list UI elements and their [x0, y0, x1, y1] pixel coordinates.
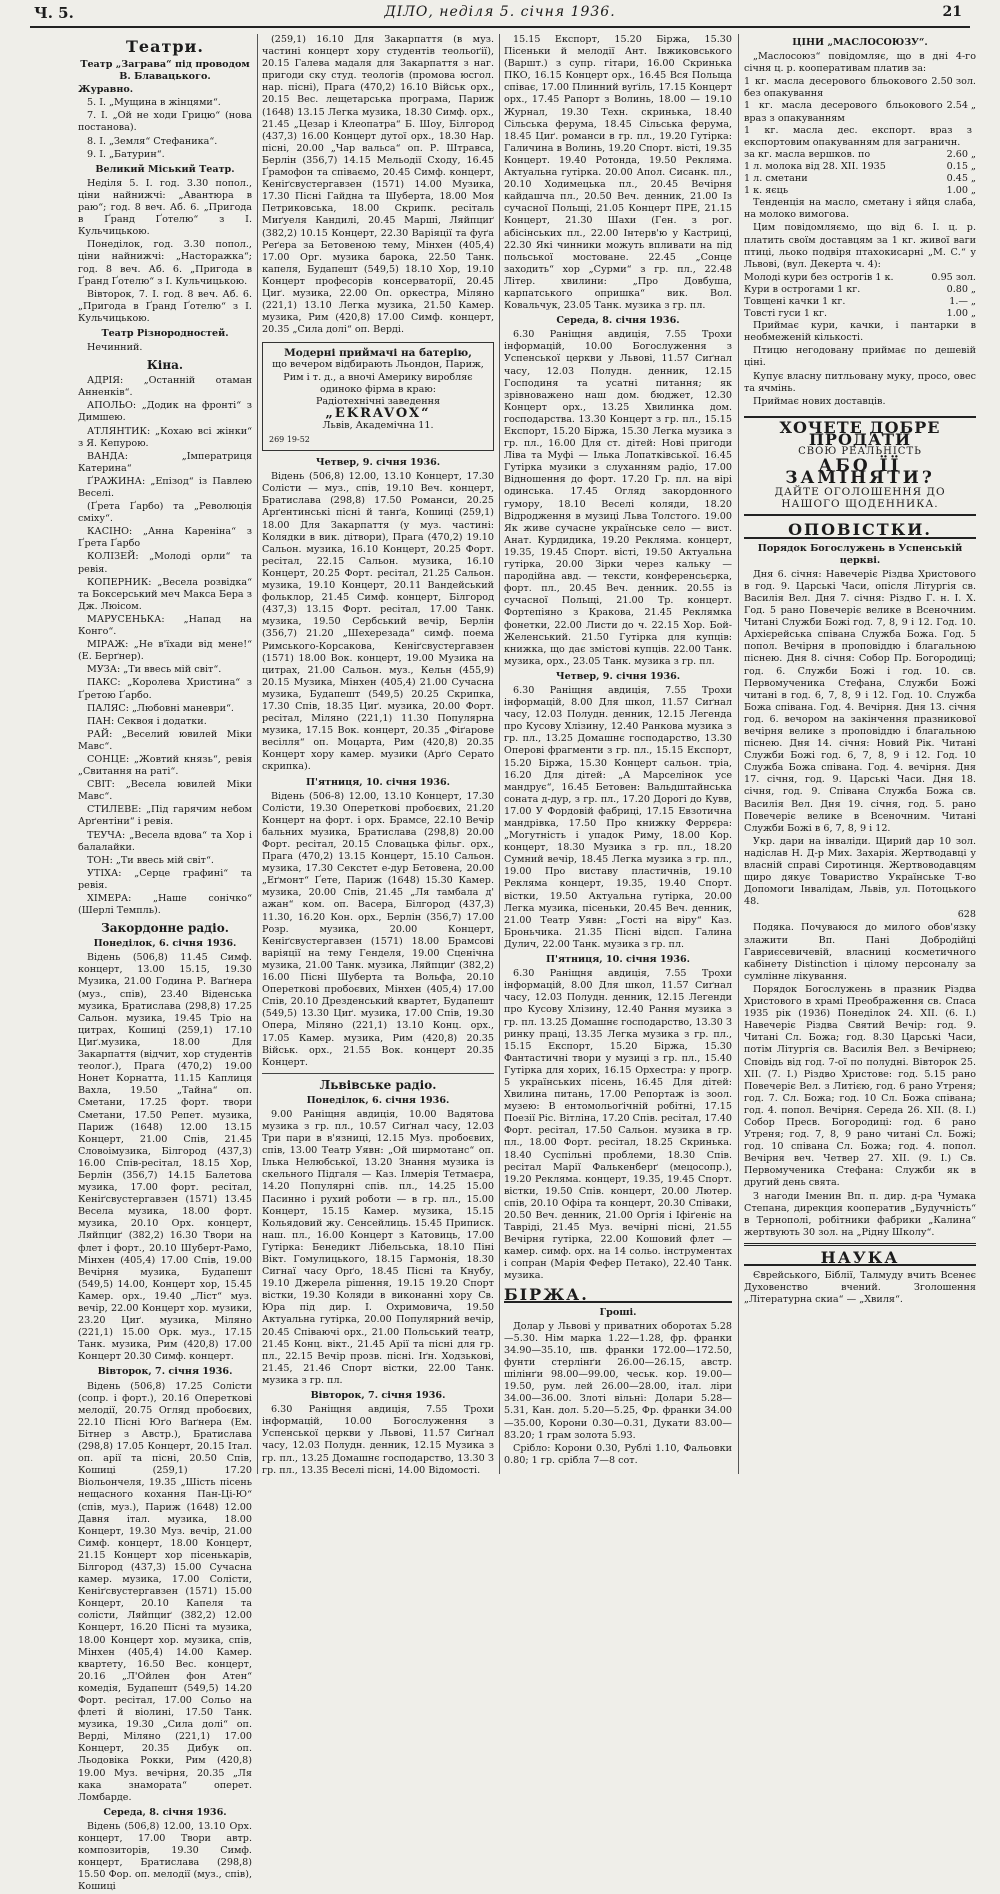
- radio-program: 9.00 Раніщня авдиція, 10.00 Вадятова музика з гр. пл., 10.57 Сиґнал часу, 12.03 Три пари в в'язниці, 12.15 Муз. пробоєвих, спів, 13.00 Театр Уявн: „Ой ширмотанс“ оп. Ілька Нелюбської, 13.20 Знання музика із скельного Підгаля — Каз. Ілмерія Тетмаєра, 14.20 Популярні спів. пл., 14.25 15.00 Пасинно і рухий роботи — в гр. пл., 15.00 Концерт, 15.15 Камер. музика, 15.15 Кольядовий жу. Сенсейлиць. 15.45 Приписк. наш. пл., 16.00 Концерт з Катовиць, 17.00 Гутірка: Бенедикт Лібельська, 18.10 Піні Вікт. Гомулицького, 18.15 Гармонія, 18.30 Сигнаї часу Орґо, 18.45 Пісні та Кнубу, 19.10 Джерела рішення, 19.15 19.20 Спорт вістки, 19.30 Коляди в виконанні хору Св. Юра під дир. І. Охримовича, 19.50 Актуальна гутірка, 20.00 Популярний вечір, 20.45 Співаючі орх., 21.00 Польський театр, 21.45 Конц. вікт., 21.45 Арії та пісні для гр. пл., 22.15 Вечір прозв. пісні. Іґн. Ходзькові, 21.45, 21.46 Спорт вістки, 22.00 Танк. музика з гр. пл.: [262, 1108, 494, 1386]
- price-row: [744, 161, 976, 173]
- cinema-listing: МАРУСЕНЬКА: „Напад на Конго“.: [78, 613, 252, 638]
- ad-firm: Радіотехнічні заведення: [315, 395, 441, 407]
- radio-program: Відень (506,8) 11.45 Симф. концерт, 13.00 15.15, 19.30 Музика, 21.00 Година Р. Ваґнера (муз., спів), 23.40 Віденська музика, Братислава (298,8) 17.25 Сальон. музика, 19.45 Тріо на цитрах, Кошиці (259,1) 17.10 Циґ.музика, 18.00 Для Закарпаття (відчит, хор студентів теолоґ.), Прага (470,2) 19.00 Нонет Корнатта, 11.15 Каплиця Вахла, 19.50 „Тайна“ оп. Сметани, 17.25 форт. твори Сметани, 17.50 Репет. музика, Париж (1648) 12.00 13.15 Концерт, 21.00 Спів, 21.45 Словоімузика, Білгород (437,3) 16.00 Спів-ресітал, 18.15 Хор, Берлін (356,7) 14.15 Балетова музика, 17.00 форт. ресітал, Кеніґсвустергавзен (1571) 13.45 Весела музика, 18.00 форт. музика, 20.10 Орх. концерт, Ляйпциґ (382,2) 16.30 Твори на флет і форт., 20.10 Шуберт-Рамо, Мінхен (405,4) 17.00 Спів, 19.00 Вечірня музика, Будапешт (549,5) 14.00, Концерт хор, 15.45 Камер. орх., 19.40 „Ліст“ муз. вечір, 22.00 Концерт хор. музики, 23.20 Циґ. музика, Міляно (221,1) 15.00 Орк. муз., 17.15 Танк. музика, Рим (420,8) 17.00 Концерт 20.30 Симф. концерт.: [78, 952, 252, 1363]
- money-heading: Гроші.: [599, 1306, 637, 1318]
- price-row: [744, 185, 976, 197]
- zagrava-item: 7. I. „Ой не ходи Грицю“ (нова постанова).: [78, 110, 252, 134]
- cinema-heading: Кіна.: [146, 358, 184, 373]
- price-row: [744, 100, 976, 124]
- feast-service-text: Порядок Богослужень в празник Різдва Христового в храмі Преображення св. Спаса 1935 рік (1936) Понеділок 24. XII. (6. I.) Навечеріє Різдва Святий Вечір: год. 9. Читані Сл. Божа; год. 8.30 Царські Часи, потім Літургія св. Василія Вел. з Вечірнею; Сповідь від год. 7-ої по полудні. Вівторок 25. XII. (7. I.) Різдво Христове: год. 5.15 рано Повечеріє Вел. з Литією, год. 6 рано Утреня; год. 7. Сл. Божа; год. 10 Сл. Божа співана; год. 4. попол. Вечірня. Середа 26. XII. (8. I.) Собор Пресв. Богородиці: год. 6 рано Утреня; год. 7, 8, 9 рано читані Сл. Божі; год. 10 співана Сл. Божа; год. 4. попол. Вечірня веч. Четвер 27. XII. (9. I.) Св. Первомученика Стефана: Служби як в другий день свята.: [744, 983, 976, 1189]
- ad-line: АБО ЇЇ ЗАМІНЯТИ?: [785, 456, 935, 489]
- nameday-notice: З нагоди Іменин Вп. п. дир. д-ра Чумака Степана, дирекция кооператив „Будучність“ в Тернополі, робітники фабрики „Калина“ жертвують 30 зол. на „Рідну Школу“.: [744, 1190, 976, 1238]
- day-heading: Понеділок, 6. січня 1936.: [93, 938, 237, 950]
- poultry-note: Приймає кури, качки, і пантарки в необмеженій кількості.: [744, 320, 976, 344]
- exchange-heading: БІРЖА.: [504, 1289, 732, 1303]
- masthead-date: ДІЛО, неділя 5. січня 1936.: [384, 4, 616, 20]
- price-label: 1 л. сметани: [744, 173, 808, 185]
- price-list: [744, 76, 976, 197]
- zagrava-item: 8. I. „Земля“ Стефаника“.: [87, 135, 218, 147]
- ad-line: ДАЙТЕ ОГОЛОШЕННЯ ДО НАШОГО ЩОДЕННИКА.: [774, 486, 946, 511]
- price-row: [744, 284, 976, 296]
- column-1: [78, 34, 252, 1893]
- price-row: [744, 296, 976, 308]
- day-heading: П'ятниця, 10. січня 1936.: [545, 954, 691, 966]
- donation-ref: 628: [957, 909, 976, 921]
- zhuravno-label: Журавно.: [78, 84, 134, 96]
- price-value: 0.15 „: [946, 160, 976, 172]
- exchange-rates: Долар у Львові у приватних оборотах 5.28—5.30. Нім марка 1.22—1.28, фр. франки 34.90—35.10, шв. франки 172.00—172.50, фунти стерлінґи 26.00—26.15, австр. шілінґи 98.00—99.00, чеськ. кор. 19.00—19.50, рум. лей 26.00—28.00, італ. ліри 34.00—36.00. Злоті вільні: Долари 5.28—5.31, Кан. дол. 5.20—5.25, Фр. франки 34.00—35.00, Корони 0.30—0.31, Дукати 83.00—83.20; 1 грам золота 5.93.: [504, 1320, 732, 1441]
- ad-title: Модерні приймачі на батерію,: [284, 347, 472, 360]
- price-label: Кури в острогами 1 кг.: [744, 283, 861, 295]
- price-value: 2.54 „: [946, 100, 976, 112]
- radio-program: 6.30 Раніщня авдиція, 7.55 Трохи інформацій, 10.00 Богослуження з Успенської церкви у Львові, 11.57 Сиґнал часу, 12.03 Полудн. денник, 12.15 Господиня та усатні питання; як зрівноважено наш дом. бюджет, 12.30 Концерт орх., 13.25 Хвилинка дом. господарства. 13.30 Концерт з гр. пл., 15.15 Експорт, 15.20 Біржа, 15.30 Легка музика з гр. пл., 16.00 Для ст. дітей: Нові пригоди Ліва та Муфі — Ілька Лопатківської. 16.45 Гутірка музики з слуханням радіо, 17.00 Відношення до форт. 17.20 Гр. пл. на вірі одинська. 17.45 Огляд закордонного гумору, 18.10 Веселі коляди, 18.20 Відродження в музиці Льва Толстого. 19.00 Як живе сучасне українське село — вист. Анат. Курдидика, 19.20 Рекляма. концерт, 19.35, 19.45 Спорт. вісті, 19.50 Актуальна гутірка, 20.00 Зірки через кальку — пародійна авд. — тексти, конференсьєрка, форт. пл., 20.45 Веч. денник. 20.55 із сучасної Польщі, 21.00 Тр. концерт. Фортепіяно з Кракова, 21.45 Реклямка фонетки, 22.00 Листи до ч. 22.15 Хор. Бой-Желенський. 21.50 Гутірка для купців: книжка, що дає змістові купців. 22.00 Танк. музика, орх., 23.05 Танк. музика з гр. пл.: [504, 329, 732, 667]
- day-heading: П'ятниця, 10. січня 1936.: [305, 776, 451, 788]
- cinema-listing: ТЕУЧА: „Весела вдова“ та Хор і балалайки.: [78, 829, 252, 853]
- radio-program: Відень (506,8) 17.25 Солісти (сопр. і форт.), 20.16 Оперетковi мелодії, 20.75 Огляд пробоєвих, 22.10 Пісні Юґо Ваґнера (Ем. Бітнер з Австр.), Братислава (298,8) 17.05 Концерт, 20.15 Італ. оп. арії та пісні, 20.50 Спів, Кошиці (259,1) 17.20 Віольончеля, 19.35 „Шість пісень нещасного кохання Пан-Ці-Ю“ (спів, муз.), Париж (1648) 12.00 Давня італ. музика, 18.00 Концерт, 19.30 Муз. вечір, 21.00 Симф. концерт, 18.00 Концерт, 21.15 Концерт хор пісенькарів, Білгород (437,3) 15.00 Сучасна камер. музика, 17.00 Солісти, Кеніґсвустергавзен (1571) 15.00 Концерт, 20.10 Капеля та солісти, Ляйпциґ (382,2) 12.00 Концерт, 16.20 Пісні та музика, 18.00 Концерт хор. музика, спів, Мінхен (405,4) 14.00 Камер. квартету, 16.50 Вес. концерт, 20.16 „Л'Ойлен фон Атен“ комедія, Будапешт (549,5) 14.20 Форт. ресітал, 17.00 Сольо на флеті й віолині, 17.50 Танк. музика, 19.30 „Сила долі“ оп. Верді, Міляно (221,1) 17.00 Концерт, 20.35 Дибук оп. Льодовіка Рокки, Рим (420,8) 19.00 Муз. вечірня, 20.35 „Ля кака знамората“ оперет. Ломбарде.: [78, 1380, 252, 1803]
- grand-theatre-text: Неділя 5. I. год. 3.30 попол., ціни найнижчі: „Авантюра в раю“; год. 8 веч. Аб. 6. „Пригода в Ґранд Ґотелю“ з І. Кульчицькою.: [78, 177, 252, 238]
- cinema-listing: ПАН: Секвоя і додатки.: [87, 715, 207, 727]
- theatres-heading: Театри.: [126, 37, 204, 56]
- cinema-listing: МІРАЖ: „Не в'їхади від мене!“ (Е. Берґнер).: [78, 639, 252, 663]
- cinema-listing: ПАКС: „Королева Христина“ з Ґретою Ґарбо.: [78, 677, 252, 701]
- cinema-listing: АТЛЯНТИК: „Кохаю всі жінки“ з Я. Кепурою.: [78, 425, 252, 449]
- ad-line: ХОЧЕТЕ ДОБРЕ ПРОДАТИ: [779, 417, 941, 449]
- price-label: 1 кг. масла десерового бльокового враз з опакуванням: [744, 100, 943, 124]
- radio-program: 6.30 Раніщня авдиція, 7.55 Трохи інформацій, 10.00 Богослуження з Успенської церкви у Львові, 11.57 Сиґнал часу, 12.03 Полудн. денник, 12.15 Музика з гр. пл., 13.25 Домашнє господарство, 13.30 З гр. пл., 13.35 Веселі пісні, 14.00 Відомості.: [262, 1404, 494, 1476]
- price-label: Молоді кури без острогів 1 к.: [744, 271, 894, 283]
- radio-program: 15.15 Експорт, 15.20 Біржа, 15.30 Пісеньки й мелодії Ант. Івжиковського (Варшт.) з супр. гітари, 16.00 Скринька ПКО, 16.15 Концерт орх., 16.45 Вся Польща співає, 17.00 Плинний вуґіль, 17.15 Концерт орх., 17.45 Рапорт з Волинь, 18.00 — 19.10 Журнал, 19.30 Техн. скринька, 18.40 Сільська ферума, 18.45 Сільська ферума, 18.45 Циґ. романси в гр. пл., 19.20 Гутірка: Галичина в Волинь, 19.20 Спорт. вісті, 19.35 Концерт. 19.40 Ротонда, 19.50 Рекляма. Актуальна гутірка. 20.00 Апол. Сисанк. пл., 20.10 Ходимецька пл., 20.45 Вечірня кайдашча пл., 20.50 Веч. денник, 21.00 Із сучасної Польщі, 21.05 Концерт ПРЕ, 21.15 Концерт, 21.30 Шахи (Ген. з рог. абісінських пл., 22.00 Інтерв'ю у Кастриці, 22.30 Які чинники можуть впливати на під польської мостоване. 22.45 „Сонце заходить“ хор „Сурми“ з гр. пл., 22.48 Літер. хвилини: „Про Довбуша, карпатського опришка“ вик. Вол. Ковальчук, 23.05 Танк. музика з гр. пл.: [504, 34, 732, 312]
- cinema-listing: АПОЛЬО: „Додик на фронті“ з Димшею.: [78, 400, 252, 424]
- classified-ad-box: [744, 416, 976, 517]
- cinema-listing: МУЗА: „Ти ввесь мій світ“.: [87, 664, 222, 676]
- price-row: [744, 173, 976, 185]
- cinema-listing: (Ґрета Ґарбо) та „Революція сміху“.: [78, 501, 252, 525]
- science-heading: НАУКА: [744, 1252, 976, 1266]
- ad-brand: „EKRAVOX“: [325, 405, 431, 421]
- silver-rates: Срібло: Корони 0.30, Рублі 1.10, Фальовки 0.80; 1 гр. срібла 7—8 сот.: [504, 1442, 732, 1466]
- price-label: 1 л. молока від 28. XII. 1935: [744, 160, 886, 172]
- radio-program: 6.30 Раніщня авдиція, 7.55 Трохи інформацій, 8.00 Для школ, 11.57 Сиґнал часу, 12.03 Полудн. денник, 12.15 Легенда про Кусову Хлізину, 12.40 Ранкова музика з гр. пл., 13.25 Домашнє господарство, 13.30 Оперові фрагменти з гр. пл., 15.15 Експорт, 15.20 Біржа, 15.30 Концерт сальон. тріа, 16.20 Для дітей: „А Марселінок усе мандрує“, 16.45 Бетовен: Вальдштайнська соната д-дур, з гр. пл., 17.20 Дорогі до Кувв, 17.00 У Фордовій фабриці, 17.15 Евзотична мандрівка, 17.50 Про книжку Феррєра: „Могутність і упадок Риму, 18.00 Кор. концерт, 18.30 Музика з гр. пл., 18.20 Сумний вечір, 18.45 Легка музика з гр. пл., 19.00 Про виставу пластичнів, 19.10 Рекляма концерт, 19.35, 19.40 Спорт. вістки, 19.50 Актуальна гутірка, 20.00 Легка музика, пісеньки, 20.45 Веч. денник, 21.00 Театр Уявн: „Гості на віру“ Каз. Броньчика. 21.35 Пісні відсп. Галина Дулич, 22.00 Танк. музика з гр. пл.: [504, 684, 732, 950]
- column-3: [504, 34, 732, 1484]
- prices-intro: „Маслосоюз“ повідомляє, що в дні 4-го січня ц. р. кооперативам платив за:: [744, 51, 976, 75]
- variety-theatre-heading: Театр Різнородностей.: [101, 327, 229, 339]
- radio-program: Відень (506,8) 12.00, 13.10 Орх. концерт, 17.00 Твори автр. композиторів, 19.30 Симф. концерт, Братислава (298,8) 15.50 Фор. оп. мелодії (муз., спів), Кошиці: [78, 1820, 252, 1893]
- grand-theatre-heading: Великий Міський Театр.: [95, 163, 235, 175]
- price-row: [744, 149, 976, 161]
- price-row: [744, 76, 976, 100]
- radio-program: Відень (506-8) 12.00, 13.10 Концерт, 17.30 Солісти, 19.30 Оперетковi пробоєвих, 21.20 Концерт на форт. і орх. Брамсе, 22.10 Вечір бальних музика, Братислава (298,8) 20.00 Форт. ресітал, 20.15 Словацька фільг. орх., Прага (470,2) 13.15 Концерт, 15.10 Сальон. музика, 17.30 Секстет е-дур Бетовена, 20.00 „Еґмонт“ Ґете, Париж (1648) 15.30 Камер. музика, 20.00 Спів, 21.45 „Ля тамбала д' ажан“ ком. оп. Васера, Білгород (437,3) 11.30, 16.20 Кон. орх., Берлін (356,7) 17.00 Розр. музика, 20.00 Концерт, Кеніґсвустергавзен (1571) 18.00 Брамсові варіяції на тему Генделя, 19.00 Сценічна музика, 21.00 Танк. музика, Ляйпциґ (382,2) 16.00 Пісні Шуберта та Вольфа, 20.10 Оперетковi пробоєвих, Мінхен (405,4) 17.00 Спів, 20.10 Дрезденський квартет, Будапешт (549,5) 13.30 Циґ. музика, 17.00 Спів, 19.30 Опера, Міляно (221,1) 13.10 Конц. орх., 17.05 Камер. музика, Рим (420,8) 20.35 Військ. орх., 21.55 Вок. концерт 20.35 Концерт.: [262, 790, 494, 1068]
- poultry-note: Купує власну питльовану муку, просо, овес та ячмінь.: [744, 370, 976, 394]
- poultry-note: Птицю негодовану приймає по дешевій ціні.: [744, 345, 976, 369]
- cinema-listing: ВАНДА: „Імператриця Катерина“: [78, 450, 252, 474]
- variety-theatre-text: Нечинний.: [87, 342, 143, 354]
- cinema-listing: КОЛІЗЕЙ: „Молоді орли“ та ревія.: [78, 551, 252, 575]
- price-value: [972, 125, 976, 149]
- ad-body: що вечером відбирають Льондон, Париж, Рим і т. д., а вночі Америку виробляє одиноко фірма в краю:: [272, 359, 484, 395]
- issue-number: Ч. 5.: [34, 4, 74, 22]
- price-label: Товщені качки 1 кг.: [744, 295, 846, 307]
- day-heading: Четвер, 9. січня 1936.: [315, 457, 441, 469]
- cinema-listing: КОПЕРНИК: „Весела розвідка“ та Боксерський меч Макса Бера з Дж. Люісом.: [78, 576, 252, 612]
- lviv-radio-heading: Львівське радіо.: [319, 1077, 437, 1092]
- grand-theatre-text: Вівторок, 7. I. год. 8 веч. Аб. 6. „Пригода в Ґранд Ґотелю“ з І. Кульчицькою.: [78, 288, 252, 324]
- grand-theatre-text: Понеділок, год. 3.30 попол., ціни найнижчі: „Насторажка“; год. 8 веч. Аб. 6. „Пригода в Ґранд Ґотелю“ з І. Кульчицькою.: [78, 239, 252, 287]
- column-4: [744, 34, 976, 1484]
- cinema-listing: ПАЛЯС: „Любовні маневри“.: [87, 702, 234, 714]
- section-rule: [744, 1243, 976, 1246]
- price-label: 1 кг. масла дес. експорт. враз з експортовим опакуванням для заграничн.: [744, 124, 972, 148]
- cinema-listing: СОНЦЕ: „Жовтий князь“, ревія „Свитання на раті“.: [78, 753, 252, 778]
- prices-note: Тенденція на масло, сметану і яйця слаба, на молоко вимогова.: [744, 197, 976, 221]
- price-row: [744, 272, 976, 284]
- price-value: 0.45 „: [946, 173, 976, 185]
- price-value: 2.60 „: [946, 148, 976, 160]
- service-order-heading: Порядок Богослужень в Успенській церкві.: [757, 542, 963, 566]
- poultry-price-list: [744, 272, 976, 320]
- radio-program: (259,1) 16.10 Для Закарпаття (в муз. частині концерт хору студентів теольоґії), 20.15 Галева мадаля для Закарпаття з наг. пригоди ску студ. теологів (промова юсгол. нар. пісні), Прага (470,2) 16.10 Військ орх., 20.15 Вес. лещетарська програма, Париж (1648) 13.15 Легка музика, 18.30 Симф. орх., 21.45 „Цезар і Клеопатра“ Б. Шоу, Білгород (437,3) 16.00 Концерт дутої орх., 18.30 Нар. пісні, 20.00 „Чар вальса“ оп. Р. Штравса, Берлін (356,7) 14.15 Мельодії Сходу, 16.45 Ґрамофон та співаємо, 20.45 Симф. концерт, Кеніґсвустергавзен (1571) 14.00 Музика, 17.30 Пісні Гайдна та Шуберта, 18.00 Моя Петриковська, 18.00 Скрипк. ресіталь Миґуеля Кандилі, 20.45 Марші, Ляйпциґ (382,2) 10.15 Концерт, 22.30 Варіяції та фуґа Реґера за Бетовеною тему, Мінхен (405,4) 17.00 Орг. музика барока, 22.50 Танк. капеля, Будапешт (549,5) 18.10 Хор, 19.10 Концерт професорів консерваторії, 20.45 Циґ. музика, 22.00 Оп. оркестра, Міляно (221,1) 13.10 Легка музика, 21.50 Камер. музика, Рим (420,8) 17.00 Симф. концерт, 20.35 „Сила долі“ оп. Верді.: [262, 34, 494, 336]
- price-value: 1.00 „: [946, 185, 976, 197]
- page-number: 21: [942, 4, 962, 20]
- thanks-notice: Подяка. Почуваюся до милого обов'язку злажити Вп. Пані Добродійці Гавриєсевичевій, власниці косметичного кабінету Distinction і цілому персоналу за сумлінне лікування.: [744, 922, 976, 982]
- ad-reference: 269 19-52: [269, 435, 310, 444]
- header-rule: [30, 26, 970, 28]
- zagrava-heading: Театр „Заграва“ під проводом В. Блавацького.: [80, 59, 250, 83]
- column-divider: [738, 34, 739, 1474]
- cinema-listing: ХІМЕРА: „Наше сонічко“ (Шерлі Темпль).: [78, 893, 252, 917]
- ekravox-advertisement: [262, 342, 494, 451]
- page-header: [0, 0, 1000, 26]
- announcements-heading: ОПОВІСТКИ.: [744, 524, 976, 538]
- price-value: 0.80 „: [946, 283, 976, 295]
- day-heading: Вівторок, 7. січня 1936.: [310, 1390, 446, 1402]
- price-value: 2.50 зол.: [931, 76, 976, 88]
- cinema-listing: РАЙ: „Веселий ювилей Міки Мавс“.: [78, 728, 252, 752]
- column-divider: [257, 34, 258, 1474]
- prices-heading: ЦІНИ „МАСЛОСОЮЗУ“.: [792, 37, 928, 48]
- day-heading: Вівторок, 7. січня 1936.: [97, 1366, 233, 1378]
- cinema-listing: ҐРАЖИНА: „Епізод“ із Павлею Веселі.: [78, 475, 252, 499]
- day-heading: Середа, 8. січня 1936.: [103, 1806, 227, 1818]
- day-heading: Понеділок, 6. січня 1936.: [306, 1094, 450, 1106]
- price-label: 1 к. яєць: [744, 185, 789, 197]
- price-value: 0.95 зол.: [931, 271, 976, 283]
- price-label: за кг. масла вершков. по: [744, 148, 871, 160]
- cinema-listing: АДРІЯ: „Останній отаман Анненків“.: [78, 375, 252, 399]
- price-label: Товсті гуси 1 кг.: [744, 308, 828, 320]
- poultry-note: Приймає нових доставців.: [753, 395, 886, 407]
- day-heading: Четвер, 9. січня 1936.: [555, 670, 681, 682]
- cinema-listing: КАСІНО: „Анна Кареніна“ з Ґрета Ґарбо: [78, 526, 252, 550]
- price-value: 1.00 „: [946, 308, 976, 320]
- day-heading: Середа, 8. січня 1936.: [556, 315, 680, 327]
- cinema-listing: ТОН: „Ти ввесь мій світ“.: [87, 854, 214, 866]
- column-2: [262, 34, 494, 1484]
- cinema-listing: СТИЛЕВЕ: „Під гарячим небом Арґентіни“ і ревія.: [78, 804, 252, 828]
- cinema-listing: СВІТ: „Весела ювилей Міки Мавс“.: [78, 779, 252, 803]
- foreign-radio-heading: Закордонне радіо.: [101, 921, 229, 936]
- price-value: 1.— „: [949, 295, 976, 307]
- ad-address: Львів, Академічна 11.: [322, 419, 434, 431]
- zagrava-item: 9. I. „Батурин“.: [87, 148, 165, 160]
- price-label: 1 кг. масла десерового бльокового без опакування: [744, 76, 928, 100]
- price-row: [744, 125, 976, 149]
- ad-line: СВОЮ РЕАЛЬНІСТЬ: [798, 446, 922, 457]
- price-row: [744, 308, 976, 320]
- poultry-intro: Цим повідомляємо, що від 6. I. ц. р. платить своїм доставцям за 1 кг. живої ваги птиці, льоко подвіря птахокисарні „М. С.“ у Львові, (вул. Декерта ч. 4):: [744, 222, 976, 270]
- donation-notice: Укр. дари на інваліди. Щирий дар 10 зол. надіслав Н. Д-р Мих. Захарія. Жертводавці у власній справі Сиротинця. Жертвоводавцям щиро дякує Товариство Українське Т-во Допомоги Інвалідам, Львів, ул. Потоцького 48.: [744, 835, 976, 908]
- section-rule: [262, 1073, 494, 1074]
- zagrava-item: 5. I. „Мущина в жінцями“.: [87, 97, 221, 109]
- radio-program: Відень (506,8) 12.00, 13.10 Концерт, 17.30 Солісти — муз., спів, 19.10 Веч. концерт, Братислава (298,8) 17.50 Романси, 20.25 Арґентинські пісні й танґа, Кошиці (259,1) 18.00 Для Закарпаття (у муз. частині: Колядки в вик. дітвори), Прага (470,2) 19.10 Сальон. музика, 16.10 Концерт, 20.25 Форт. ресітал, 22.15 Сальон. музика, 16.10 Концерт, 20.25 Форт. ресітал, 21.25 Сальон. музика, 19.10 Концерт, 20.11 Вандейський фольклор, 21.45 Симф. концерт, Білгород (437,3) 13.15 Форт. ресітал, 17.00 Танк. музика, 19.50 Сербський вечір, Берлін (356,7) 21.20 „Шехерезада“ симф. поема Римського-Корсакова, Кеніґсвустергавзен (1571) 18.00 Вок. концерт, 19.00 Музика на цитрах, 21.00 Сальон. муз., Кельн (455,9) 20.15 Музика, Мінхен (405,4) 21.00 Сучасна музика, Будапешт (549,5) 20.25 Скрипка, 17.30 Спів, 18.35 Циґ. музика, 20.00 Форт. ресітал, Міляно (221,1) 11.30 Популярна музика, 17.15 Вок. концерт, 20.35 „Фіґарове весілля“ оп. Моцарта, Рим (420,8) 20.35 Концерт хору камер. музики (Арґо Серато скрипка).: [262, 471, 494, 773]
- cinema-list: [78, 375, 252, 917]
- service-order-text: Дня 6. січня: Навечеріє Різдва Христового в год. 9. Царські Часи, опісля Літургія св. Василія Вел. Дня 7. січня: Різдво Г. н. І. Х. Год. 5 рано Повечеріє велике в Всеночним. Читані Служби Божі год. 7, 8, 9 і 12. Год. 10. Архієрейська співана Служба Божа. Год. 5 попол. Вечірня в проповіддю і благальною піснею. Дня 8. січня: Собор Пр. Богородиці; год. 6. Служби Божі і год. 10. св. Первомученика Стефана, Служби Божі читані в год. 6, 7, 8, 9 і 12. Год. 10. Служба Божа співана. Год. 4. Вечірня. Дня 13. січня год. 6. вечором на закінчення празникової вечірня велике з проповіддю і благальною піснею. Дня 14. січня: Новий Рік. Читані Служби Божі год. 6, 7, 8, 9 і 12. Год. 10 Служба Божа співана. Год. 4. вечірня. Дня 17. січня, год. 9. Царські Часи. Дня 18. січня, год. 9. Співана Служба Божа св. Василія Вел. Дня 19. січня, год. 5. рано Повечеріє велике в Всеночним. Читані Служби Божі в 6, 7, 8, 9 і 12.: [744, 568, 976, 834]
- radio-program: 6.30 Раніщня авдиція, 7.55 Трохи інформацій, 8.00 Для школ, 11.57 Сиґнал часу, 12.03 Полудн. денник, 12.15 Легенди про Кусову Хлізину, 12.40 Рання музика з гр. пл. 13.25 Домашнє господарство, 13.30 З ринку праці, 13.35 Легка музика з гр. пл., 15.15 Експорт, 15.20 Біржа, 15.30 Фантастичні твори у музиці з гр. пл., 15.40 Гутірка для хорих, 16.15 Орхестра: у прогр. 5 українських пісень, 16.45 Для дітей: Хвилина питань, 17.00 Репортаж із зоол. музею: В ентомольоґічній робітні, 17.15 Поезії Ріс. Вітліна, 17.20 Спів. ресітал, 17.40 Форт. ресітал, 17.50 Сальон. музика в гр. пл., 18.00 Форт. ресітал, 18.25 Скринька. 18.40 Суспільні проблеми, 18.30 Спів. ресітал Марії Фалькенберґ (мецосопр.), 19.20 Рекляма. концерт, 19.35, 19.45 Спорт. вістки, 19.50 Спів. концерт, 20.00 Лютер. спів, 20.10 Офіра та концерт, 20.30 Співаки, 20.50 Веч. денник, 21.00 Оргія і Іфіґеніє на Тавріді, 21.45 Муз. вечірні пісні, 21.55 Вечірня гутірка, 22.00 Кошовий флет — камер. симф. орх. на 14 сольо. інструментах і сопран (Марія Фефер Петако), 22.40 Танк. музика.: [504, 968, 732, 1282]
- science-text: Єврейського, Біблії, Талмуду вчить Всенеє Духовенство вчений. Зголошення „Літературна скиа“ — „Хвиля“.: [744, 1270, 976, 1306]
- cinema-listing: УТІХА: „Серце графині“ та ревія.: [78, 867, 252, 891]
- column-divider: [499, 34, 500, 1474]
